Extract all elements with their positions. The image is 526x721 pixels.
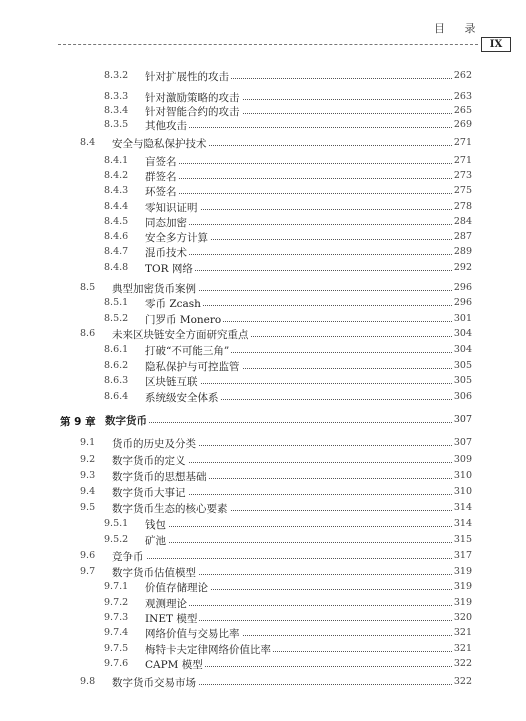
toc-entry-page: 271: [453, 137, 472, 148]
toc-dot-leader: [150, 193, 466, 194]
toc-entry-page: 307: [453, 414, 472, 425]
toc-entry-title: 货币的历史及分类: [112, 438, 196, 450]
toc-entry-title: 环签名: [145, 186, 177, 198]
toc-entry-number: 8.4.4: [104, 201, 129, 212]
toc-entry-title: 梅特卡夫定律网络价值比率: [145, 644, 271, 656]
toc-entry-number: 9.7: [80, 566, 96, 577]
toc-entry-page: 273: [453, 170, 472, 181]
toc-dot-leader: [110, 422, 466, 423]
toc-entry-title: 零知识证明: [145, 202, 198, 214]
toc-chapter-entry: [0, 411, 526, 431]
toc-entry-number: 9.3: [80, 470, 96, 481]
toc-entry-page: 304: [453, 344, 472, 355]
toc-entry-page: 269: [453, 119, 472, 130]
toc-entry-title: 未来区块链安全方面研究重点: [112, 329, 249, 341]
toc-entry: [0, 655, 526, 675]
toc-entry-number: 8.4.8: [104, 262, 129, 273]
toc-entry-page: 305: [453, 360, 472, 371]
toc-entry-title: 钱包: [145, 519, 166, 531]
toc-entry-page: 319: [453, 566, 472, 577]
toc-entry-title: 隐私保护与可控监管: [145, 361, 240, 373]
toc-entry-title: 针对扩展性的攻击: [145, 71, 229, 83]
toc-entry-page: 317: [453, 550, 472, 561]
toc-entry-title: 盲签名: [145, 156, 177, 168]
toc-dot-leader: [150, 270, 466, 271]
toc-entry-page: 321: [453, 627, 472, 638]
toc-entry-title: 混币技术: [145, 247, 187, 259]
toc-entry-number: 9.7.6: [104, 658, 129, 669]
toc-entry-page: 275: [453, 185, 472, 196]
toc-entry-page: 322: [453, 658, 472, 669]
toc-dot-leader: [150, 127, 466, 128]
toc-entry-title: 同态加密: [145, 217, 187, 229]
toc-entry-number: 8.6.3: [104, 375, 129, 386]
toc-entry-title: 安全多方计算: [145, 232, 208, 244]
toc-entry-page: 265: [453, 105, 472, 116]
toc-entry-title: 门罗币 Monero: [145, 314, 222, 326]
toc-entry-number: 8.5.1: [104, 297, 129, 308]
toc-entry-number: 9.8: [80, 676, 96, 687]
toc-entry-page: 292: [453, 262, 472, 273]
toc-entry-number: 8.6: [80, 328, 96, 339]
toc-entry: [0, 134, 526, 154]
toc-entry-title: 打破“不可能三角”: [145, 345, 230, 357]
toc-entry-page: 320: [453, 612, 472, 623]
toc-entry-page: 289: [453, 246, 472, 257]
page-number-roman: IX: [481, 37, 511, 52]
toc-entry-page: 321: [453, 643, 472, 654]
toc-entry-title: 矿池: [145, 535, 166, 547]
toc-entry-number: 9.5.1: [104, 518, 129, 529]
toc-entry-number: 9.7.4: [104, 627, 129, 638]
toc-entry-title: 数字货币的定义: [112, 455, 186, 467]
toc-entry-page: 319: [453, 581, 472, 592]
toc-entry-number: 8.4.1: [104, 155, 129, 166]
toc-entry-title: 针对智能合约的攻击: [145, 106, 240, 118]
toc-entry: [0, 116, 526, 136]
toc-entry-number: 9.6: [80, 550, 96, 561]
toc-entry-title: 数字货币估值模型: [112, 567, 196, 579]
toc-entry-page: 307: [453, 437, 472, 448]
toc-entry-number: 9.7.3: [104, 612, 129, 623]
toc-entry-page: 319: [453, 597, 472, 608]
toc-entry-title: 数字货币交易市场: [112, 677, 196, 689]
toc-entry-number: 8.5: [80, 282, 96, 293]
toc-entry-title: 安全与隐私保护技术: [112, 138, 207, 150]
toc-entry-page: 310: [453, 486, 472, 497]
toc-entry-title: 其他攻击: [145, 120, 187, 132]
toc-entry-number: 8.5.2: [104, 313, 129, 324]
toc-entry-title: 典型加密货币案例: [112, 283, 196, 295]
toc-entry-page: 309: [453, 454, 472, 465]
toc-entry-title: 系统级安全体系: [145, 392, 219, 404]
toc-entry-number: 第 9 章: [60, 416, 96, 428]
toc-entry-page: 278: [453, 201, 472, 212]
header-divider: [58, 44, 478, 45]
toc-entry-title: CAPM 模型: [145, 659, 203, 671]
toc-entry-number: 9.7.2: [104, 597, 129, 608]
toc-entry-page: 304: [453, 328, 472, 339]
toc-entry-page: 287: [453, 231, 472, 242]
toc-entry-page: 315: [453, 534, 472, 545]
toc-entry-title: 数字货币: [105, 415, 147, 427]
toc-entry: [0, 673, 526, 693]
toc-entry-page: 262: [453, 70, 472, 81]
toc-entry-page: 301: [453, 313, 472, 324]
toc-entry-number: 9.7.5: [104, 643, 129, 654]
toc-entry-number: 8.6.2: [104, 360, 129, 371]
toc-entry-page: 263: [453, 91, 472, 102]
toc-dot-leader: [150, 163, 466, 164]
toc-entry-page: 296: [453, 297, 472, 308]
toc-dot-leader: [150, 178, 466, 179]
toc-dot-leader: [150, 605, 466, 606]
toc-entry-page: 284: [453, 216, 472, 227]
toc-entry-title: 竞争币: [112, 551, 144, 563]
toc-entry-title: 观测理论: [145, 598, 187, 610]
toc-entry-number: 9.5.2: [104, 534, 129, 545]
toc-entry: [0, 67, 526, 87]
toc-entry-title: 针对激励策略的攻击: [145, 92, 240, 104]
toc-entry-number: 8.4.5: [104, 216, 129, 227]
toc-entry-title: 数字货币生态的核心要素: [112, 503, 228, 515]
toc-entry-page: 296: [453, 282, 472, 293]
toc-entry: [0, 388, 526, 408]
toc-entry-title: 数字货币大事记: [112, 487, 186, 499]
toc-entry-page: 322: [453, 676, 472, 687]
toc-entry-number: 8.3.2: [104, 70, 129, 81]
toc-entry-title: 数字货币的思想基础: [112, 471, 207, 483]
toc-entry-number: 8.3.4: [104, 105, 129, 116]
toc-entry-number: 9.2: [80, 454, 96, 465]
toc-entry-page: 314: [453, 518, 472, 529]
toc-entry: [0, 259, 526, 279]
toc-entry-title: 价值存储理论: [145, 582, 208, 594]
running-header-title: 目 录: [434, 22, 484, 35]
toc-entry-title: 区块链互联: [145, 376, 198, 388]
toc-entry-number: 8.4.7: [104, 246, 129, 257]
toc-entry-title: TOR 网络: [145, 263, 193, 275]
toc-dot-leader: [150, 224, 466, 225]
toc-entry-title: 网络价值与交易比率: [145, 628, 240, 640]
toc-entry-page: 314: [453, 502, 472, 513]
toc-dot-leader: [150, 542, 466, 543]
toc-entry-number: 8.6.4: [104, 391, 129, 402]
toc-entry-page: 306: [453, 391, 472, 402]
toc-dot-leader: [118, 558, 466, 559]
toc-entry-number: 9.7.1: [104, 581, 129, 592]
toc-dot-leader: [150, 526, 466, 527]
toc-entry-number: 8.3.5: [104, 119, 129, 130]
toc-entry-number: 9.5: [80, 502, 96, 513]
toc-entry-number: 8.4.6: [104, 231, 129, 242]
toc-entry-number: 8.4.2: [104, 170, 129, 181]
toc-entry-page: 310: [453, 470, 472, 481]
toc-entry-title: 零币 Zcash: [145, 298, 201, 310]
toc-entry-number: 8.6.1: [104, 344, 129, 355]
toc-entry-page: 305: [453, 375, 472, 386]
toc-entry-title: INET 模型: [145, 613, 198, 625]
toc-entry-number: 8.4.3: [104, 185, 129, 196]
toc-dot-leader: [150, 254, 466, 255]
toc-entry-number: 9.1: [80, 437, 96, 448]
toc-entry-title: 群签名: [145, 171, 177, 183]
toc-entry-number: 9.4: [80, 486, 96, 497]
toc-entry-page: 271: [453, 155, 472, 166]
toc-entry-number: 8.3.3: [104, 91, 129, 102]
toc-entry-number: 8.4: [80, 137, 96, 148]
